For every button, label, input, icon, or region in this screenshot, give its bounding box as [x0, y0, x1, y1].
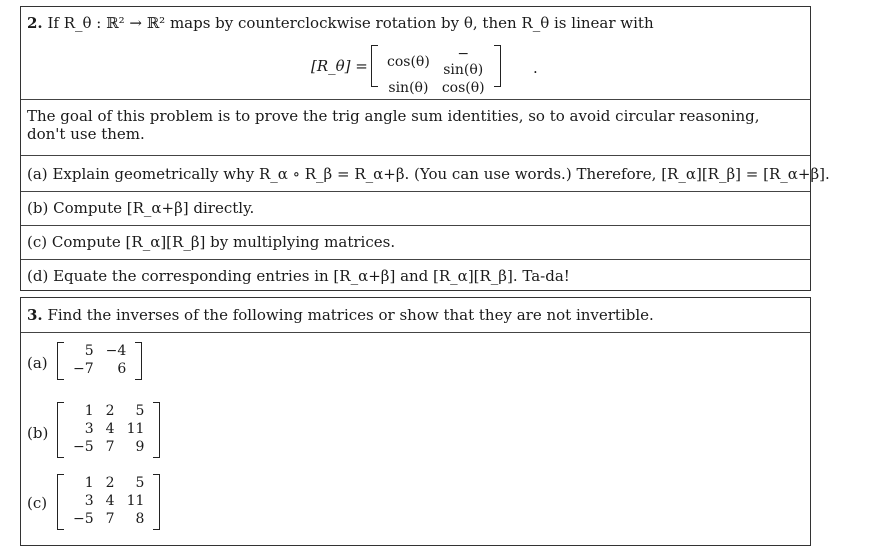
matrix-entry: 7	[105, 439, 115, 455]
part-d-label: (d)	[27, 267, 49, 285]
matrix-entry: 7	[105, 511, 115, 527]
problem-3-box	[20, 297, 811, 546]
matrix-entry: −5	[73, 511, 94, 527]
matrix-entry: cos(θ)	[441, 80, 485, 96]
part-a	[21, 165, 830, 183]
matrix-entry: cos(θ)	[387, 54, 430, 70]
part-c	[21, 233, 810, 251]
matrix-entry: 5	[84, 343, 94, 359]
matrix-entry: 4	[105, 493, 115, 509]
matrix-entry: 5	[135, 475, 145, 491]
matrix-3b	[57, 402, 160, 458]
matrix-entry: 1	[84, 475, 94, 491]
problem-2-box	[20, 6, 830, 291]
matrix-entry: −4	[105, 343, 127, 359]
part-d	[21, 267, 810, 285]
matrix-entry: 1	[84, 403, 94, 419]
matrix-lhs: [R_θ] =	[311, 57, 368, 75]
matrix-entry: 6	[117, 361, 127, 377]
part-a-label: (a)	[27, 165, 48, 183]
matrix-entry: 11	[126, 421, 145, 437]
problem-3-number: 3.	[27, 306, 43, 324]
matrix-entry: 2	[105, 403, 115, 419]
rotation-matrix	[371, 45, 501, 96]
part-b-label: (b)	[27, 199, 49, 217]
matrix-entry: 8	[135, 511, 145, 527]
matrix-entry: − sin(θ)	[443, 46, 484, 78]
part-d-text: Equate the corresponding entries in [R_α+β] and [R_α][R_β]. Ta-da!	[53, 267, 570, 285]
matrix-entry: −7	[73, 361, 94, 377]
problem-2-intro-text: If R_θ : ℝ² → ℝ² maps by counterclockwise rotation by θ, then R_θ is linear with	[47, 14, 654, 32]
part-3b-label: (b)	[27, 424, 49, 442]
matrix-entry: 9	[135, 439, 145, 455]
problem-3-intro	[21, 306, 810, 324]
matrix-entry: 3	[84, 421, 94, 437]
part-c-text: Compute [R_α][R_β] by multiplying matrices.	[51, 233, 396, 251]
matrix-entry: 11	[126, 493, 145, 509]
matrix-3a	[57, 342, 142, 380]
matrix-period: .	[533, 59, 538, 77]
part-a-text: Explain geometrically why R_α ∘ R_β = R_α+β. (You can use words.) Therefore, [R_α][R_β] = [R_α+β].	[52, 165, 830, 183]
matrix-entry: 4	[105, 421, 115, 437]
matrix-3c	[57, 474, 160, 530]
matrix-entry: 5	[135, 403, 145, 419]
problem-3-intro-text: Find the inverses of the following matrices or show that they are not invertible.	[47, 306, 654, 324]
problem-2-number: 2.	[27, 14, 43, 32]
part-3a-label: (a)	[27, 354, 48, 372]
part-c-label: (c)	[27, 233, 48, 251]
matrix-entry: 3	[84, 493, 94, 509]
problem-2-intro	[21, 14, 810, 32]
part-3c-label: (c)	[27, 494, 48, 512]
part-b	[21, 199, 810, 217]
part-b-text: Compute [R_α+β] directly.	[53, 199, 255, 217]
matrix-entry: 2	[105, 475, 115, 491]
problem-2-goal: The goal of this problem is to prove the trig angle sum identities, so to avoid circular reasoning, don't use them.	[27, 107, 760, 143]
matrix-entry: −5	[73, 439, 94, 455]
matrix-entry: sin(θ)	[388, 80, 429, 96]
